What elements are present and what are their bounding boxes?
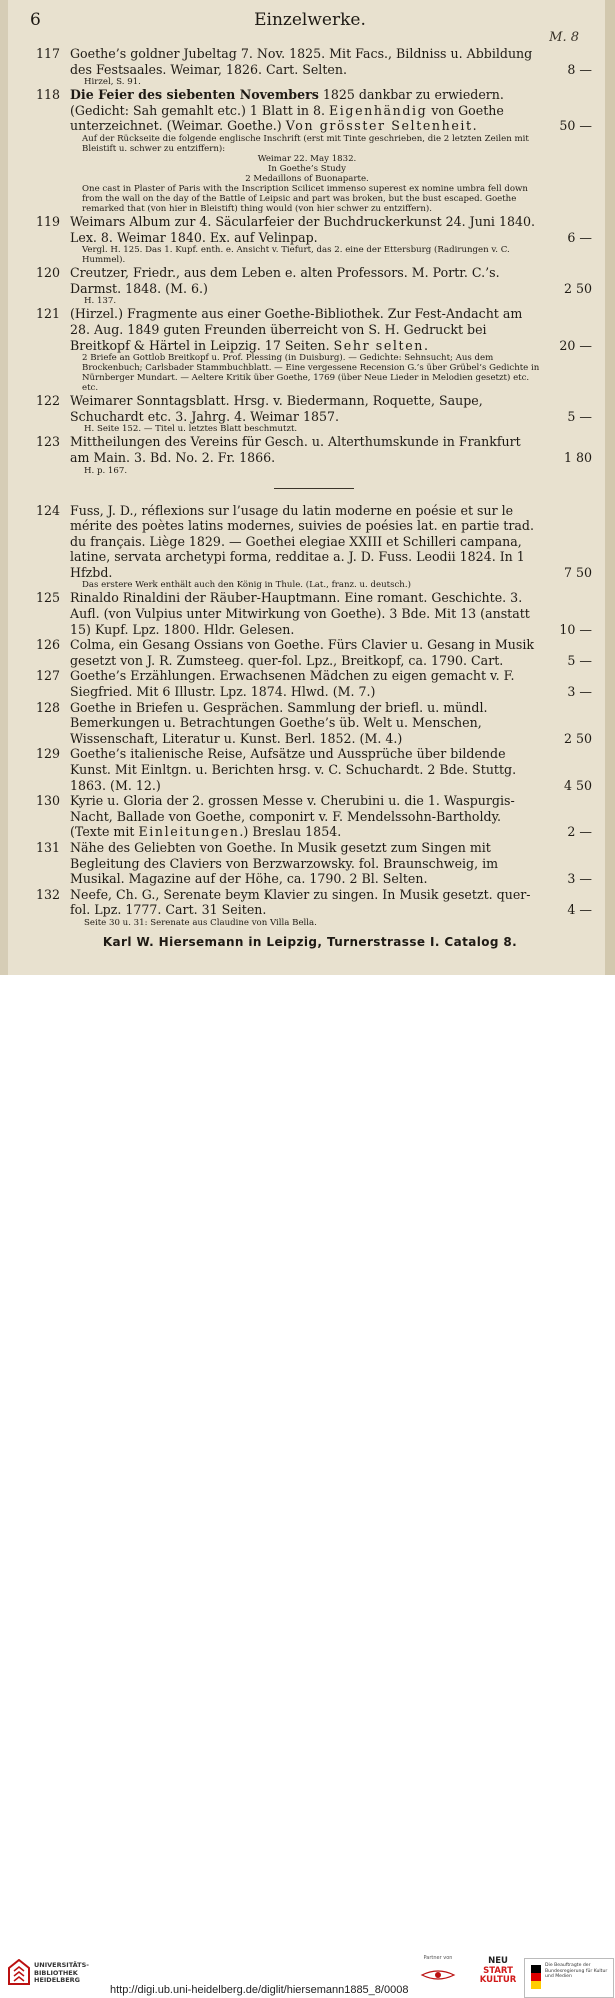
neustart-line: KULTUR: [479, 1975, 517, 1985]
entry-number: 117: [36, 46, 61, 61]
entry-note: Das erstere Werk enthält auch den König in Thule. (Lat., franz. u. deutsch.): [82, 580, 411, 591]
university-library-name[interactable]: [34, 1962, 89, 1985]
catalog-entry: [36, 840, 592, 887]
entry-text: Mittheilungen des Vereins für Gesch. u. Alterthumskunde in Frankfurt am Main. 3. Bd. No. 2. Fr. 1866.: [70, 434, 521, 465]
entry-text: [70, 793, 544, 840]
entry-text-spaced: Einleitungen: [138, 824, 240, 840]
entry-text: Rinaldo Rinaldini der Räuber-Hauptmann. Eine romant. Geschichte. 3. Aufl. (von Vulpius unter Mitwirkung von Goethe). 3 Bde. Mit 13 (anstatt 15) Kupf. Lpz. 1800. Hldr. Gelesen.: [70, 590, 530, 637]
entry-note: 2 Briefe an Gottlob Breitkopf u. Prof. Plessing (in Duisburg). — Gedichte: Sehnsucht; Aus dem Brockenbuch; Carlsbader Stammbuchblatt. — Eine vergessene Recension G.’s über Grübel’s Gedichte in Nürnberger Mundart. — Aeltere Kritik über Goethe, 1769 (über Neue Lieder in Melodien gesetzt) etc. etc.: [82, 353, 540, 394]
entry-text-part: 1825 dankbar zu erwiedern. (Gedicht: Sah gemahlt etc.) 1 Blatt in 8.: [70, 87, 504, 118]
entry-reference: H. Seite 152. — Titel u. letztes Blatt beschmutzt.: [84, 424, 298, 435]
library-name-line: UNIVERSITÄTS-: [34, 1961, 89, 1969]
page-number: 6: [30, 10, 41, 30]
neustart-line: START: [483, 1965, 513, 1976]
federal-government-logo[interactable]: [524, 1958, 614, 1998]
catalog-entry: [36, 214, 592, 265]
entry-title-bold: Die Feier des siebenten Novembers: [70, 87, 319, 103]
entry-number: 130: [36, 793, 61, 809]
library-name-line: BIBLIOTHEK: [34, 1968, 78, 1977]
entry-text: Weimarer Sonntagsblatt. Hrsg. v. Biedermann, Roquette, Saupe, Schuchardt etc. 3. Jahrg. 4. Weimar 1857.: [70, 393, 483, 424]
entry-price: 1 80: [563, 449, 592, 465]
entry-price: 4 50: [563, 777, 592, 793]
entry-price: 20 —: [559, 337, 592, 353]
catalog-entry: [36, 46, 592, 87]
entry-price: 6 —: [567, 229, 592, 245]
entry-text: [70, 306, 544, 353]
entry-text-part: .) Breslau 1854.: [239, 824, 342, 840]
entry-note: One cast in Plaster of Paris with the Inscription Scilicet immenso superest ex nomine umbra fell down from the wall on the day of the Battle of Leipsic and part was broken, but the bust escaped. Goethe remarked that (von hier in Bleistift) thing would (von hier schwer zu entziffern).: [82, 183, 528, 214]
entry-text-part: Kyrie u. Gloria der 2. grossen Messe v. Cherubini u. die 1. Waspurgis-Nacht, Ballade von Goethe, componirt v. F. Mendelssohn-Bartholdy. (Texte mit: [70, 793, 515, 840]
entry-number: 118: [36, 87, 61, 103]
entry-text: Colma, ein Gesang Ossians von Goethe. Fürs Clavier u. Gesang in Musik gesetzt von J. R. Zumsteeg. quer-fol. Lpz., Breitkopf, ca. 1790. Cart.: [70, 637, 535, 668]
entry-price: 5 —: [567, 408, 592, 424]
federal-government-text: Die Beauftragte der Bundesregierung für Kultur und Medien: [545, 1963, 608, 1980]
page-edge-left: [0, 0, 8, 975]
catalog-entry: [36, 793, 592, 840]
catalog-footer: Karl W. Hiersemann in Leipzig, Turnerstrasse I. Catalog 8.: [102, 935, 518, 949]
entry-price: 3 —: [567, 684, 592, 700]
entry-reference: Hirzel, S. 91.: [84, 77, 141, 88]
page-title: Einzelwerke.: [254, 10, 366, 30]
catalog-entry: [36, 590, 592, 637]
entry-number: 121: [36, 306, 61, 322]
entry-text: Nähe des Geliebten von Goethe. In Musik gesetzt zum Singen mit Begleitung des Claviers von Berzwarzowsky. fol. Braunschweig, im Musikal. Magazine auf der Höhe, ca. 1790. 2 Bl. Selten.: [70, 839, 499, 887]
inscription-line: 2 Medaillons of Buonaparte.: [245, 173, 369, 184]
partner-logo-icon[interactable]: [418, 1965, 458, 1985]
entry-price: 2 50: [563, 280, 592, 296]
entry-text: Creutzer, Friedr., aus dem Leben e. alten Professors. M. Portr. C.’s. Darmst. 1848. (M. 6.): [70, 265, 500, 296]
entry-number: 119: [36, 213, 61, 229]
entry-number: 120: [36, 265, 61, 281]
catalog-entry: [36, 637, 592, 668]
entry-number: 132: [36, 886, 61, 902]
entry-price: 2 50: [563, 730, 592, 746]
partner-label: Partner von: [423, 1955, 453, 1961]
entry-text: Goethe’s italienische Reise, Aufsätze und Aussprüche über bildende Kunst. Mit Einltgn. u. Berichten hrsg. v. C. Schuchardt. 2 Bde. Stuttg. 1863. (M. 12.): [70, 746, 517, 793]
entry-text: Goethe’s Erzählungen. Erwachsenen Mädchen zu eigen gemacht v. F. Siegfried. Mit 6 Illustr. Lpz. 1874. Hlwd. (M. 7.): [70, 668, 515, 700]
entry-number: 124: [36, 502, 61, 518]
catalog-page: [0, 0, 615, 975]
catalog-entry: [36, 700, 592, 747]
entry-number: 125: [36, 590, 61, 606]
german-flag-icon: [531, 1965, 541, 1989]
page-header: [30, 10, 590, 36]
catalog-entry: [36, 887, 592, 928]
entry-reference: H. 137.: [84, 296, 117, 307]
entry-reference: Seite 30 u. 31: Serenate aus Claudine von Villa Bella.: [84, 917, 317, 928]
catalog-entries: [36, 46, 592, 928]
entry-price: 5 —: [567, 652, 592, 668]
entry-text: Neefe, Ch. G., Serenate beym Klavier zu singen. In Musik gesetzt. quer-fol. Lpz. 1777. Cart. 31 Seiten.: [70, 886, 531, 918]
catalog-entry: [36, 265, 592, 306]
section-divider: [274, 488, 354, 489]
entry-text-spaced: Sehr selten.: [333, 337, 430, 353]
entry-number: 123: [36, 434, 61, 450]
catalog-entry: [36, 393, 592, 434]
source-url[interactable]: http://digi.ub.uni-heidelberg.de/diglit/hiersemann1885_8/0008: [110, 1984, 409, 1996]
catalog-entry: [36, 668, 592, 699]
catalog-entry: [36, 306, 592, 393]
entry-price: 50 —: [559, 118, 592, 134]
digitization-bar: [0, 975, 615, 1996]
entry-price: 10 —: [559, 621, 592, 637]
page-edge-right: [605, 0, 615, 975]
entry-price: 8 —: [567, 61, 592, 77]
entry-text: Goethe’s goldner Jubeltag 7. Nov. 1825. Mit Facs., Bildniss u. Abbildung des Festsaales. Weimar, 1826. Cart. Selten.: [70, 46, 533, 77]
handwritten-mark: M. 8: [549, 30, 579, 45]
entry-number: 131: [36, 839, 61, 855]
entry-number: 128: [36, 699, 61, 715]
entry-number: 127: [36, 668, 61, 684]
entry-price: 4 —: [567, 902, 592, 918]
entry-text-part: von Goethe unterzeichnet. (Weimar. Goethe.): [70, 102, 504, 134]
entry-text-part: (Hirzel.) Fragmente aus einer Goethe-Bibliothek. Zur Fest-Andacht am 28. Aug. 1849 guten Freunden überreicht von S. H. Gedruckt bei Breitkopf & Härtel in Leipzig. 17 Seiten.: [70, 306, 523, 353]
entry-price: 2 —: [567, 824, 592, 840]
catalog-entry: [36, 87, 592, 214]
entry-text: Goethe in Briefen u. Gesprächen. Sammlung der briefl. u. mündl. Bemerkungen u. Betrachtungen Goethe’s üb. Welt u. Menschen, Wissenschaft, Literatur u. Kunst. Berl. 1852. (M. 4.): [70, 699, 488, 746]
entry-number: 129: [36, 746, 61, 762]
neustart-kultur-logo[interactable]: [478, 1957, 518, 1986]
entry-text: Fuss, J. D., réflexions sur l’usage du latin moderne en poésie et sur le mérite des poètes latins modernes, suivies de poésies lat. en partie trad. du français. Liège 1829. — Goethei elegiae XXIII et Schilleri campana, latine, servata archetypi forma, redditae a. J. D. Fuss. Leodii 1824. In 1 Hfzbd.: [70, 502, 534, 580]
entry-note: Auf der Rückseite die folgende englische Inschrift (erst mit Tinte geschrieben, die 2 letzten Zeilen mit Bleistift u. schwer zu entziffern):: [82, 133, 529, 154]
neustart-line: NEU: [488, 1956, 508, 1966]
entry-reference: H. p. 167.: [84, 465, 128, 476]
entry-text-spaced: Eigenhändig: [328, 102, 428, 118]
catalog-entry: [36, 746, 592, 793]
catalog-entry: [36, 503, 592, 591]
entry-number: 122: [36, 393, 61, 409]
entry-number: 126: [36, 637, 61, 653]
library-name-line: HEIDELBERG: [34, 1976, 81, 1984]
inscription-line: Weimar 22. May 1832.: [257, 153, 357, 164]
catalog-entry: [36, 434, 592, 475]
entry-price: 3 —: [567, 871, 592, 887]
entry-text: [70, 87, 544, 134]
inscription-line: In Goethe’s Study: [268, 163, 346, 174]
entry-note: Vergl. H. 125. Das 1. Kupf. enth. e. Ansicht v. Tiefurt, das 2. eine der Ettersburg (Radirungen v. C. Hummel).: [82, 245, 510, 266]
entry-text-spaced: Von grösster Seltenheit.: [285, 118, 479, 134]
entry-price: 7 50: [563, 564, 592, 580]
university-library-logo-icon[interactable]: [8, 1959, 30, 1985]
entry-text: Weimars Album zur 4. Säcularfeier der Buchdruckerkunst 24. Juni 1840. Lex. 8. Weimar 1840. Ex. auf Velinpap.: [70, 213, 536, 245]
